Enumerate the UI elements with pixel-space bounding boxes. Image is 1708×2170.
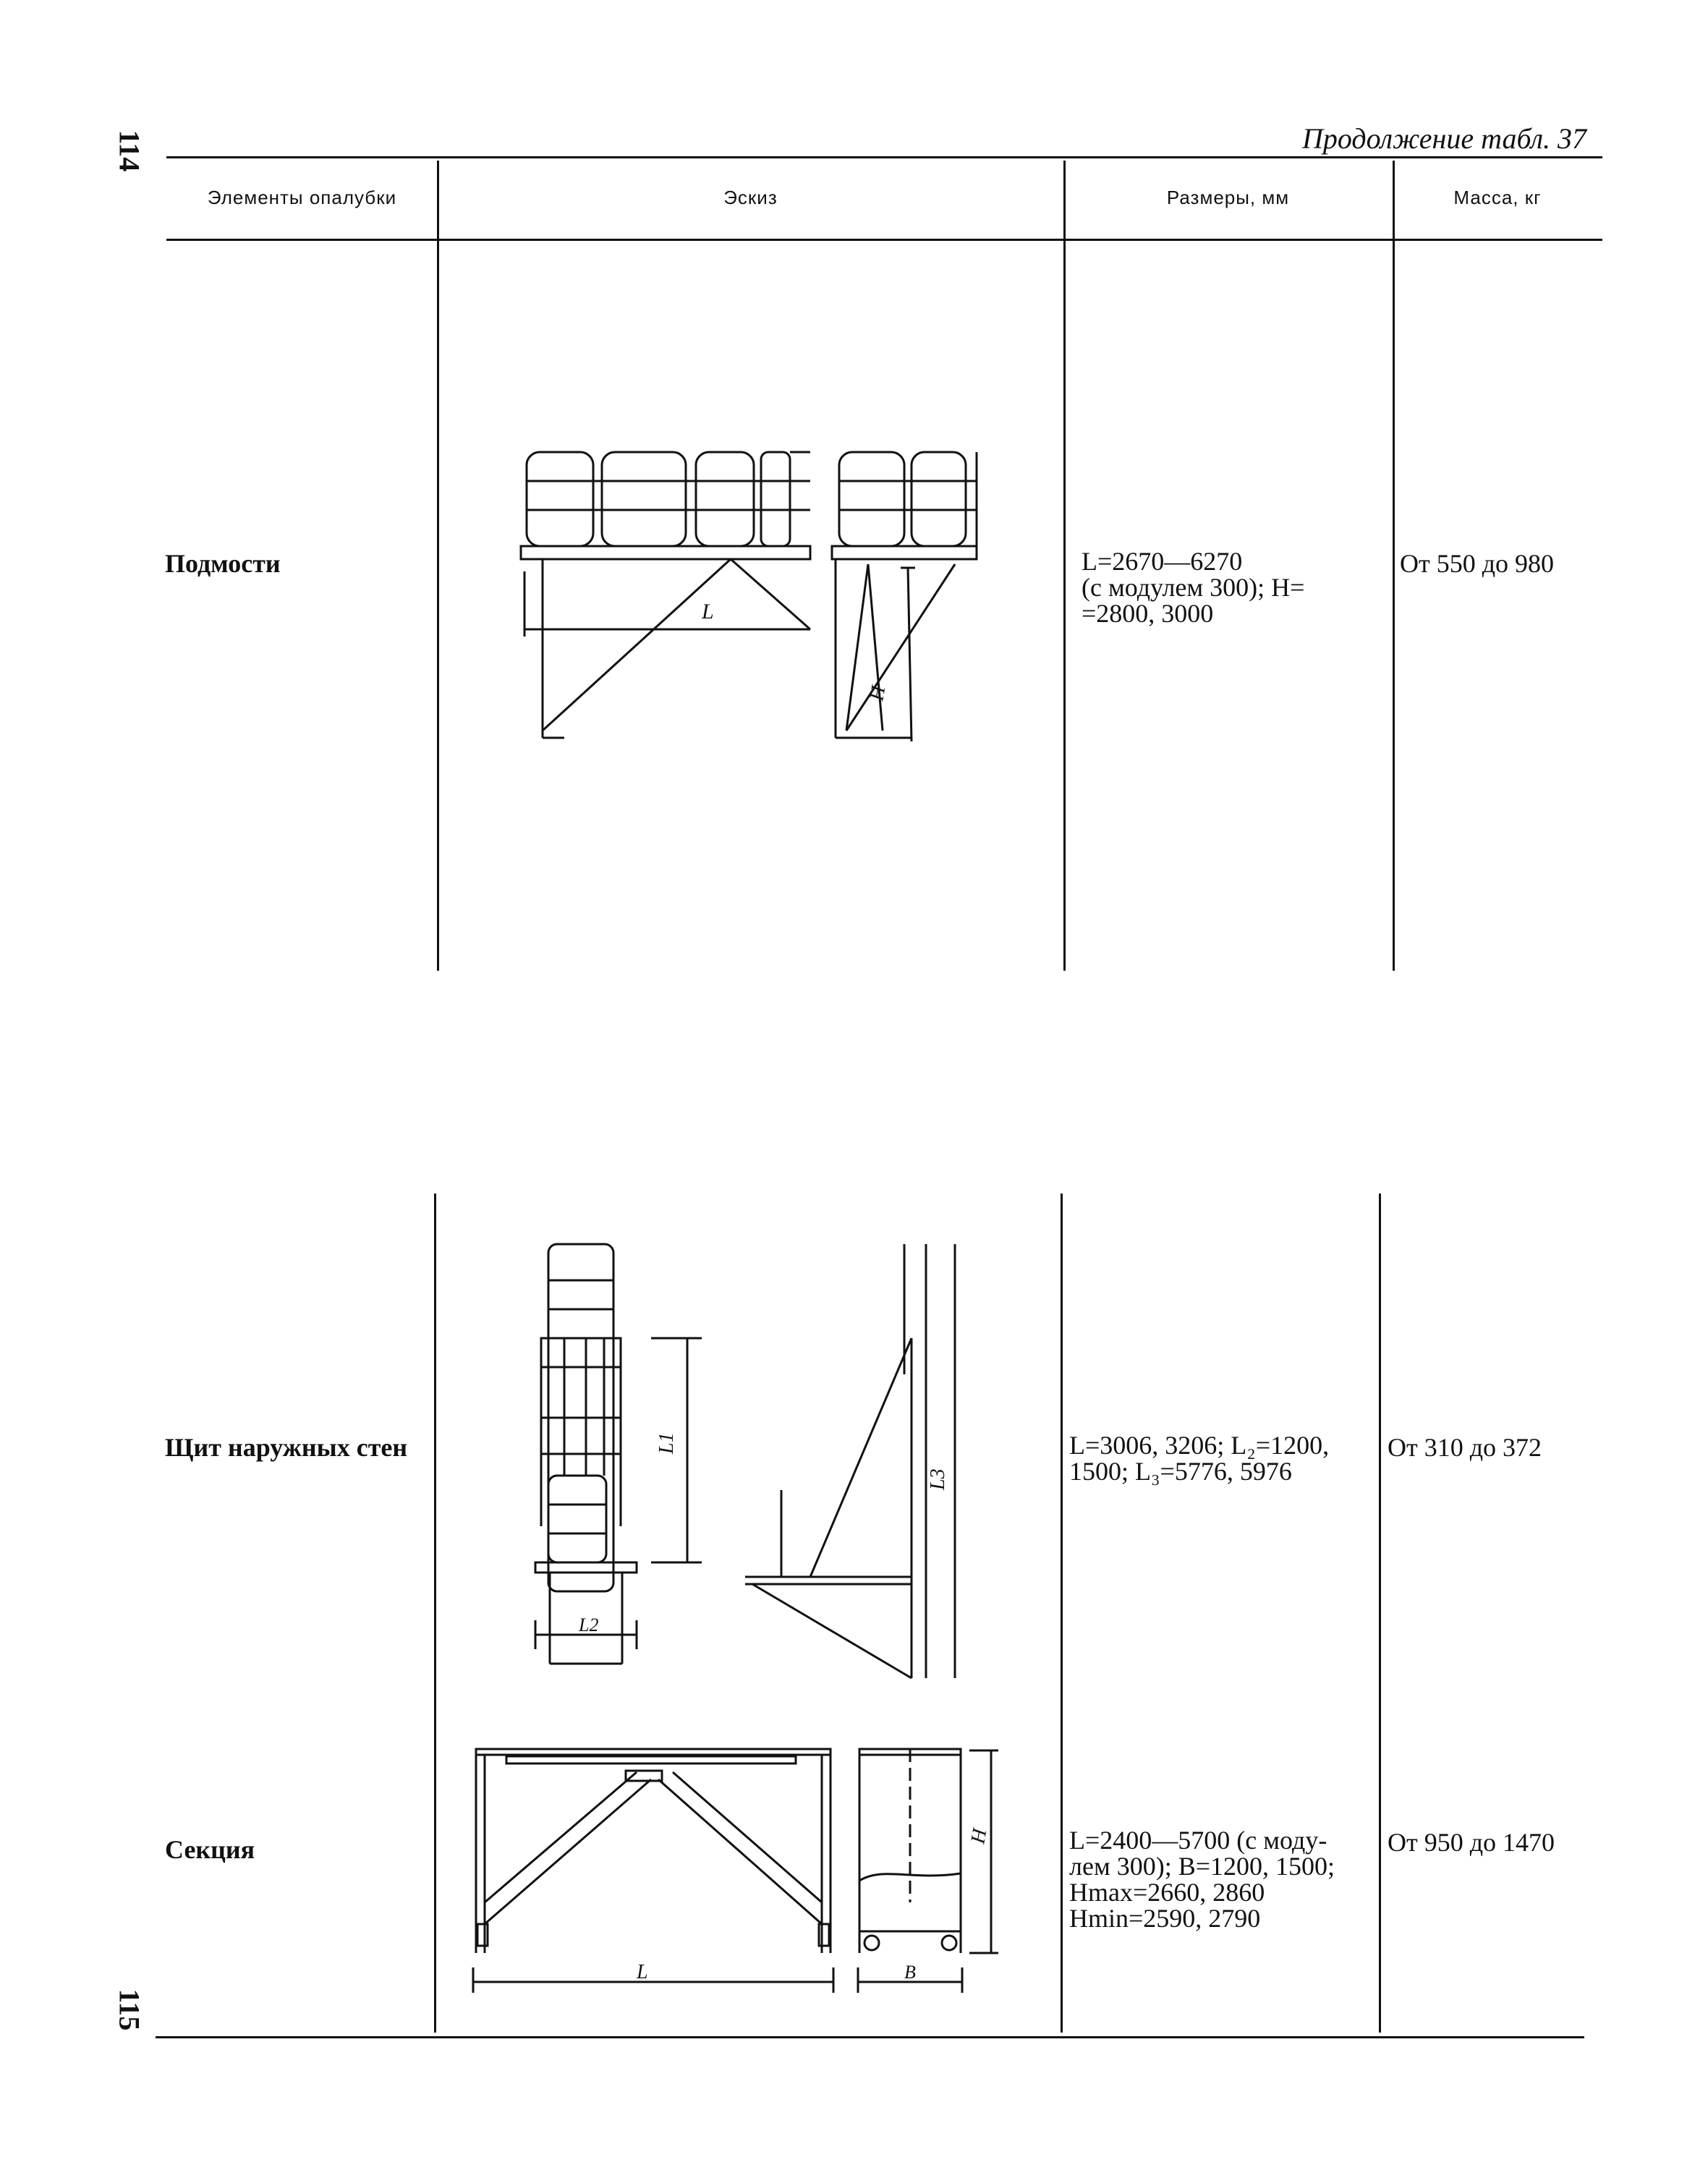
wheel-right xyxy=(819,1924,829,1946)
sketch-label-L: L xyxy=(702,600,714,624)
dims-line: Hmax=2660, 2860 xyxy=(1069,1878,1265,1907)
header-dimensions: Размеры, мм xyxy=(1166,187,1290,208)
col-sep-2-bottom xyxy=(1061,1194,1063,2033)
sketch-podmosti xyxy=(506,441,1519,817)
sketch-label-L2: L2 xyxy=(579,1614,599,1635)
header-elements: Элементы опалубки xyxy=(207,187,397,208)
railing-panel xyxy=(912,452,966,546)
col-sep-3-bottom xyxy=(1379,1194,1381,2033)
dims-line: L=3006, 3206; L₂=1200, xyxy=(1069,1431,1330,1460)
panel-top-section xyxy=(541,1338,621,1367)
dims-line: лем 300); B=1200, 1500; xyxy=(1069,1852,1335,1881)
table-top-rule xyxy=(166,156,1602,158)
dims-line: Hmin=2590, 2790 xyxy=(1069,1904,1261,1933)
railing-panel xyxy=(839,452,904,546)
row-shchit-dims xyxy=(1069,1432,1380,1484)
header-bottom-rule xyxy=(166,239,1602,241)
sketch-label-H: H xyxy=(966,1826,992,1846)
sketch-label-B: B xyxy=(904,1962,916,1983)
sketch-sektsiya xyxy=(463,1736,1027,1996)
section-slab xyxy=(506,1756,796,1763)
row-sektsiya-dims xyxy=(1069,1827,1373,1931)
row-shchit-mass: От 310 до 372 xyxy=(1388,1433,1542,1462)
sketch-label-L: L xyxy=(637,1961,648,1983)
sketch-shchit xyxy=(521,1230,1027,1678)
dims-line: (с модулем 300); H= xyxy=(1082,573,1305,602)
table-continuation-caption: Продолжение табл. 37 xyxy=(1302,122,1587,155)
row-podmosti-name: Подмости xyxy=(165,549,281,578)
page-number-top: 114 xyxy=(113,129,146,172)
railing-panel xyxy=(761,452,790,546)
panel-base xyxy=(535,1562,637,1573)
section-top-beam xyxy=(476,1749,830,1755)
col-sep-1-bottom xyxy=(434,1194,436,2033)
page-number-bottom: 115 xyxy=(113,1988,146,2031)
railing-panel xyxy=(527,452,593,546)
platform-deck-side xyxy=(832,546,977,559)
sketch-label-L3: L3 xyxy=(927,1468,949,1490)
railing-panel xyxy=(696,452,754,546)
wheel-left xyxy=(477,1924,488,1946)
dims-line: L=2670—6270 xyxy=(1082,547,1243,576)
row-shchit-name: Щит наружных стен xyxy=(165,1433,408,1462)
dims-line: L=2400—5700 (с моду- xyxy=(1069,1826,1327,1855)
row-podmosti-mass: От 550 до 980 xyxy=(1400,549,1555,578)
dims-line: 1500; L₃=5776, 5976 xyxy=(1069,1457,1292,1486)
lower-railing xyxy=(548,1476,606,1562)
header-mass: Масса, кг xyxy=(1453,187,1542,208)
row-sektsiya-mass: От 950 до 1470 xyxy=(1388,1828,1555,1857)
sketch-label-H: H xyxy=(865,684,891,703)
platform-deck xyxy=(521,546,810,559)
railing-panel xyxy=(602,452,686,546)
table-bottom-rule xyxy=(156,2036,1584,2038)
sketch-label-L1: L1 xyxy=(655,1432,678,1454)
col-sep-1-top xyxy=(437,161,439,971)
header-sketch: Эскиз xyxy=(723,187,778,208)
dims-line: =2800, 3000 xyxy=(1082,599,1214,628)
row-sektsiya-name: Секция xyxy=(165,1835,255,1864)
